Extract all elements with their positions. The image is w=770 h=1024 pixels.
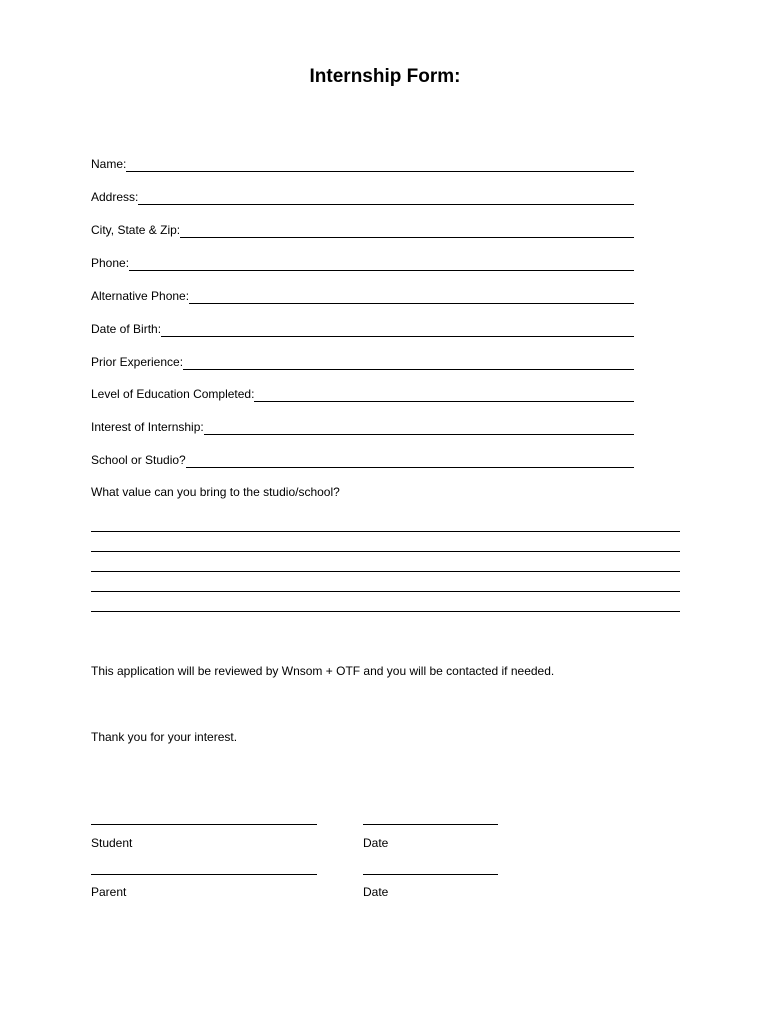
interest-of-internship-field	[91, 417, 634, 435]
student-date-line[interactable]	[363, 824, 498, 825]
phone-field	[91, 253, 634, 271]
student-date-label: Date	[363, 836, 389, 850]
value-question: What value can you bring to the studio/school?	[91, 485, 340, 499]
date-of-birth-label: Date of Birth:	[91, 322, 162, 336]
name-label: Name:	[91, 157, 127, 171]
address-field	[91, 187, 634, 205]
prior-experience-field	[91, 352, 634, 370]
alternative-phone-label: Alternative Phone:	[91, 289, 190, 303]
education-level-input[interactable]	[254, 383, 634, 402]
address-input[interactable]	[138, 186, 634, 205]
review-note: This application will be reviewed by Wnsom + OTF and you will be contacted if needed.	[91, 664, 555, 678]
parent-date-line[interactable]	[363, 874, 498, 875]
city-state-zip-input[interactable]	[180, 219, 634, 238]
education-level-field	[91, 384, 634, 402]
address-label: Address:	[91, 190, 139, 204]
phone-input[interactable]	[129, 252, 634, 271]
phone-label: Phone:	[91, 256, 130, 270]
school-or-studio-field	[91, 450, 634, 468]
answer-line[interactable]	[91, 611, 680, 612]
parent-signature-line[interactable]	[91, 874, 317, 875]
school-or-studio-input[interactable]	[186, 449, 634, 468]
student-signature-line[interactable]	[91, 824, 317, 825]
interest-of-internship-label: Interest of Internship:	[91, 420, 204, 434]
answer-line[interactable]	[91, 591, 680, 592]
interest-of-internship-input[interactable]	[204, 416, 634, 435]
alternative-phone-input[interactable]	[189, 285, 634, 304]
school-or-studio-label: School or Studio?	[91, 453, 186, 467]
answer-line[interactable]	[91, 571, 680, 572]
city-state-zip-label: City, State & Zip:	[91, 223, 181, 237]
date-of-birth-input[interactable]	[161, 318, 634, 337]
alternative-phone-field	[91, 286, 634, 304]
prior-experience-label: Prior Experience:	[91, 355, 184, 369]
parent-date-label: Date	[363, 885, 389, 899]
education-level-label: Level of Education Completed:	[91, 387, 255, 401]
student-label: Student	[91, 836, 133, 850]
city-state-zip-field	[91, 220, 634, 238]
name-input[interactable]	[126, 153, 634, 172]
thanks-note: Thank you for your interest.	[91, 730, 238, 744]
parent-label: Parent	[91, 885, 127, 899]
name-field	[91, 154, 634, 172]
page-title: Internship Form:	[309, 66, 461, 87]
answer-line[interactable]	[91, 531, 680, 532]
answer-line[interactable]	[91, 551, 680, 552]
prior-experience-input[interactable]	[183, 351, 634, 370]
date-of-birth-field	[91, 319, 634, 337]
